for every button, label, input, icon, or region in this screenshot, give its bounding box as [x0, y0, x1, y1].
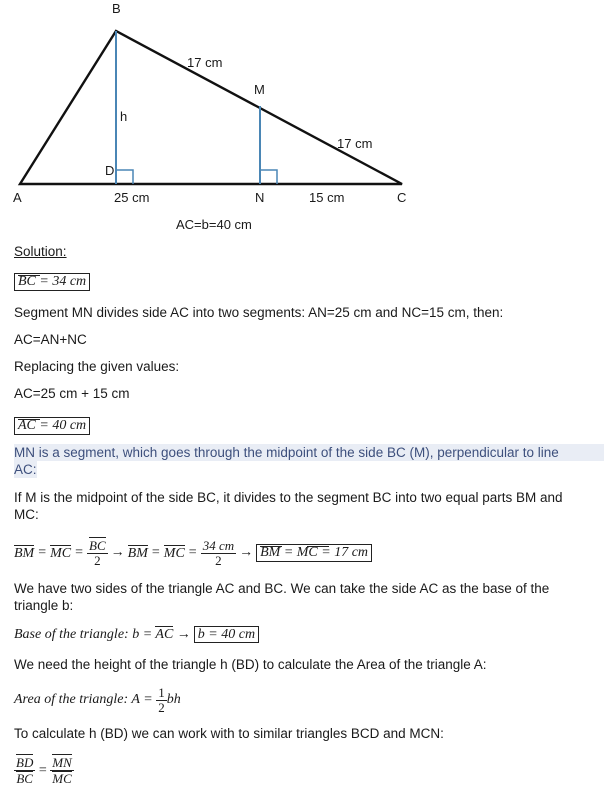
- bm-length-label: 17 cm: [187, 55, 223, 70]
- point-n-label: N: [255, 190, 265, 205]
- base-ac: AC: [155, 627, 174, 642]
- paragraph-two-sides-1: We have two sides of the triangle AC and BC. We can take the side AC as the base of the: [14, 581, 550, 596]
- base-arrow: →: [173, 627, 191, 642]
- point-d-label: D: [105, 163, 115, 178]
- an-length-label: 25 cm: [114, 190, 150, 205]
- ac-result-box: [14, 416, 90, 435]
- base-label: Base of the triangle: b =: [14, 627, 156, 642]
- ratio-equals: =: [35, 763, 51, 778]
- eq-frac2-den: 2: [215, 552, 222, 568]
- eq-mc-2: MC: [163, 545, 185, 561]
- ratio-den-2: MC: [52, 771, 72, 786]
- bc-result: BC = 34 cm: [14, 273, 90, 291]
- vertex-b-label: B: [112, 1, 121, 16]
- paragraph-ac-sum: AC=AN+NC: [14, 332, 87, 347]
- height-h-label: h: [120, 109, 128, 124]
- ratio-den-1: BC: [16, 771, 33, 786]
- area-tail: bh: [166, 692, 181, 707]
- vertex-a-label: A: [13, 190, 22, 205]
- ratio-num-1: BD: [16, 755, 34, 770]
- ratio-equation: [14, 752, 74, 790]
- paragraph-mn-divides: Segment MN divides side AC into two segments: AN=25 cm and NC=15 cm, then:: [14, 305, 504, 320]
- highlight-line-2: AC:: [14, 462, 37, 477]
- eq-arrow-2: →: [239, 545, 254, 560]
- eq-frac-den: 2: [94, 552, 101, 568]
- right-angle-d: [116, 170, 133, 184]
- highlight-line-1: MN is a segment, which goes through the midpoint of the side BC (M), perpendicular to line: [14, 444, 604, 461]
- right-angle-n: [260, 170, 277, 184]
- eq-frac2-num: 34 cm: [202, 537, 235, 553]
- area-fraction: [156, 686, 167, 715]
- eq-fraction-34: [201, 539, 236, 568]
- bm-mc-result: BM = MC = 17 cm: [256, 544, 372, 562]
- solution-heading: Solution:: [14, 244, 67, 259]
- triangle-abc: [20, 31, 402, 184]
- eq-arrow-1: →: [110, 545, 125, 560]
- paragraph-two-sides-2: triangle b:: [14, 598, 74, 613]
- ratio-fraction-2: [50, 756, 74, 786]
- paragraph-midpoint-1: If M is the midpoint of the side BC, it divides to the segment BC into two equal parts BM and: [14, 490, 563, 505]
- mc-length-label: 17 cm: [337, 136, 373, 151]
- triangle-figure: [0, 0, 604, 240]
- ac-result: AC = 40 cm: [14, 417, 90, 435]
- paragraph-replacing: Replacing the given values:: [14, 359, 180, 374]
- eq-equals-2: =: [75, 545, 84, 560]
- eq-equals-3: =: [151, 545, 160, 560]
- eq-equals-1: =: [38, 545, 47, 560]
- paragraph-ac-values: AC=25 cm + 15 cm: [14, 386, 130, 401]
- figure-caption: AC=b=40 cm: [176, 217, 252, 232]
- bc-result-box: [14, 272, 90, 291]
- area-formula: [14, 683, 181, 717]
- area-frac-den: 2: [158, 699, 165, 715]
- ratio-num-2: MN: [52, 755, 72, 770]
- paragraph-height-needed: We need the height of the triangle h (BD) to calculate the Area of the triangle A:: [14, 657, 487, 672]
- eq-mc: MC: [50, 545, 72, 561]
- area-frac-num: 1: [158, 684, 165, 700]
- eq-fraction-bc: [87, 539, 108, 568]
- ratio-fraction-1: [14, 756, 35, 786]
- base-result: b = 40 cm: [194, 626, 259, 643]
- vertex-c-label: C: [397, 190, 407, 205]
- nc-length-label: 15 cm: [309, 190, 345, 205]
- area-label: Area of the triangle: A =: [14, 692, 157, 707]
- paragraph-similar-triangles: To calculate h (BD) we can work with to similar triangles BCD and MCN:: [14, 726, 444, 741]
- eq-frac-num: BC: [89, 537, 106, 553]
- midpoint-equation: [14, 535, 372, 571]
- eq-bm-2: BM: [127, 545, 148, 561]
- point-m-label: M: [254, 82, 265, 97]
- eq-bm: BM: [14, 545, 35, 561]
- base-equation: [14, 627, 259, 643]
- eq-equals-4: =: [188, 545, 197, 560]
- paragraph-midpoint-2: MC:: [14, 507, 39, 522]
